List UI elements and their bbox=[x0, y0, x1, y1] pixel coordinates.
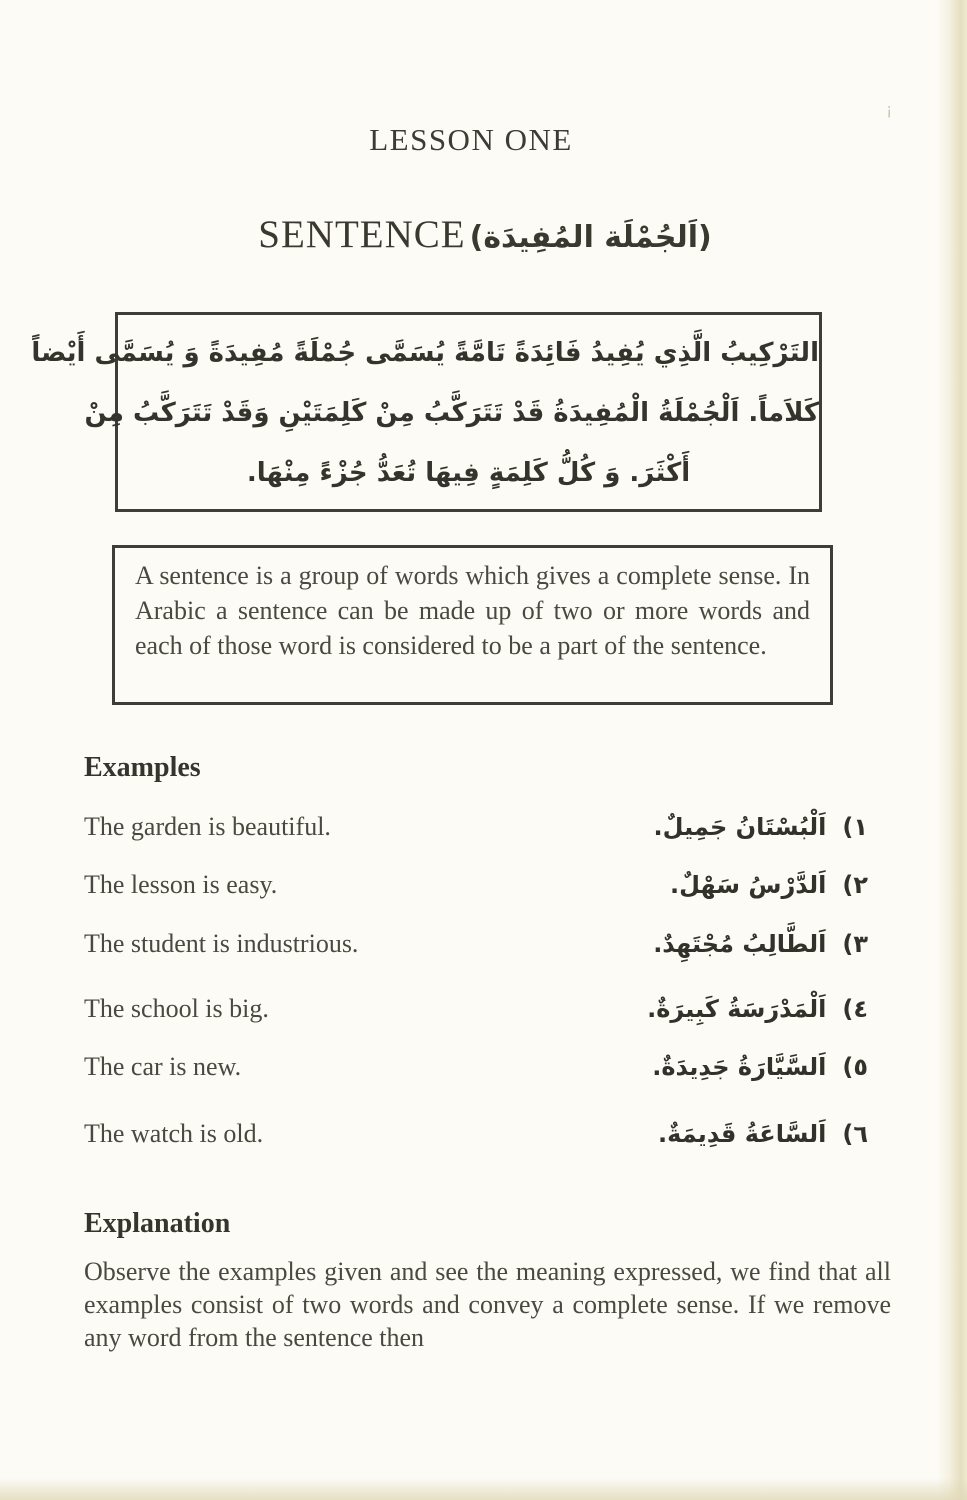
chapter-title-english: SENTENCE bbox=[258, 213, 466, 256]
scan-speck-artifact: ¡ bbox=[886, 100, 893, 119]
example-row bbox=[84, 1119, 868, 1149]
example-row bbox=[84, 870, 868, 900]
example-row bbox=[84, 812, 868, 842]
example-arabic: اَلدَّرْسُ سَهْلٌ. bbox=[670, 871, 827, 899]
example-number-arabic: ٢) bbox=[842, 871, 868, 899]
example-number-arabic: ٦) bbox=[842, 1120, 868, 1148]
english-definition-box: A sentence is a group of words which gives a complete sense. In Arabic a sentence can be made up of two or more words and each of those word is considered to be a part of the sentence. bbox=[112, 545, 833, 705]
example-row bbox=[84, 1052, 868, 1082]
example-english: The lesson is easy. bbox=[84, 870, 278, 899]
example-arabic-group bbox=[653, 930, 868, 958]
example-number-arabic: ٤) bbox=[842, 995, 868, 1023]
chapter-title bbox=[0, 212, 967, 257]
explanation-heading: Explanation bbox=[84, 1208, 231, 1239]
example-arabic-group bbox=[647, 995, 868, 1023]
example-row bbox=[84, 929, 868, 959]
example-english: The car is new. bbox=[84, 1052, 242, 1081]
example-arabic-group bbox=[654, 813, 868, 841]
example-number-arabic: ١) bbox=[842, 813, 868, 841]
examples-heading: Examples bbox=[84, 752, 201, 783]
example-arabic: اَلْمَدْرَسَةُ كَبِيرَةٌ. bbox=[647, 995, 827, 1023]
arabic-definition-line: أَكْثَرَ. وَ كُلُّ كَلِمَةٍ فِيهَا تُعَدُّ جُزْءً مِنْهَا. bbox=[246, 458, 691, 488]
example-arabic-group bbox=[670, 871, 868, 899]
chapter-title-arabic: (اَلجُمْلَة المُفِيدَة) bbox=[469, 220, 712, 255]
example-number-arabic: ٣) bbox=[842, 930, 868, 958]
example-number-arabic: ٥) bbox=[842, 1053, 868, 1081]
arabic-definition-box bbox=[31, 312, 822, 512]
explanation-paragraph: Observe the examples given and see the meaning expressed, we find that all examples consist of two words and convey a complete sense. If we remove any word from the sentence then bbox=[84, 1257, 891, 1352]
example-arabic-group bbox=[658, 1120, 868, 1148]
arabic-definition-line: التَرْكِيبُ الَّذِي يُفِيدُ فَائِدَةً تَامَّةً يُسَمَّى جُمْلَةً مُفِيدَةً وَ يُسَمَّى أَيْضاً bbox=[31, 338, 819, 368]
arabic-definition-line: كَلاَماً. اَلْجُمْلَةُ الْمُفِيدَةُ قَدْ تَتَرَكَّبُ مِنْ كَلِمَتَيْنِ وَقَدْ تَتَرَكَّبُ مِنْ bbox=[84, 398, 819, 428]
page-edge-shadow-right bbox=[937, 0, 967, 1500]
example-english: The garden is beautiful. bbox=[84, 812, 331, 841]
page-edge-shadow-bottom bbox=[0, 1478, 967, 1500]
lesson-title: LESSON ONE bbox=[369, 122, 573, 157]
example-arabic: اَلسَّاعَةُ قَدِيمَةٌ. bbox=[658, 1120, 827, 1148]
example-english: The watch is old. bbox=[84, 1119, 264, 1148]
example-row bbox=[84, 994, 868, 1024]
example-arabic: اَلْبُسْتَانُ جَمِيلٌ. bbox=[653, 813, 827, 841]
example-arabic: اَلسَّيَّارَةُ جَدِيدَةٌ. bbox=[652, 1053, 827, 1081]
example-arabic: اَلطَّالِبُ مُجْتَهِدٌ. bbox=[653, 930, 827, 958]
example-english: The student is industrious. bbox=[84, 929, 359, 958]
example-arabic-group bbox=[652, 1053, 868, 1081]
example-english: The school is big. bbox=[84, 994, 269, 1023]
